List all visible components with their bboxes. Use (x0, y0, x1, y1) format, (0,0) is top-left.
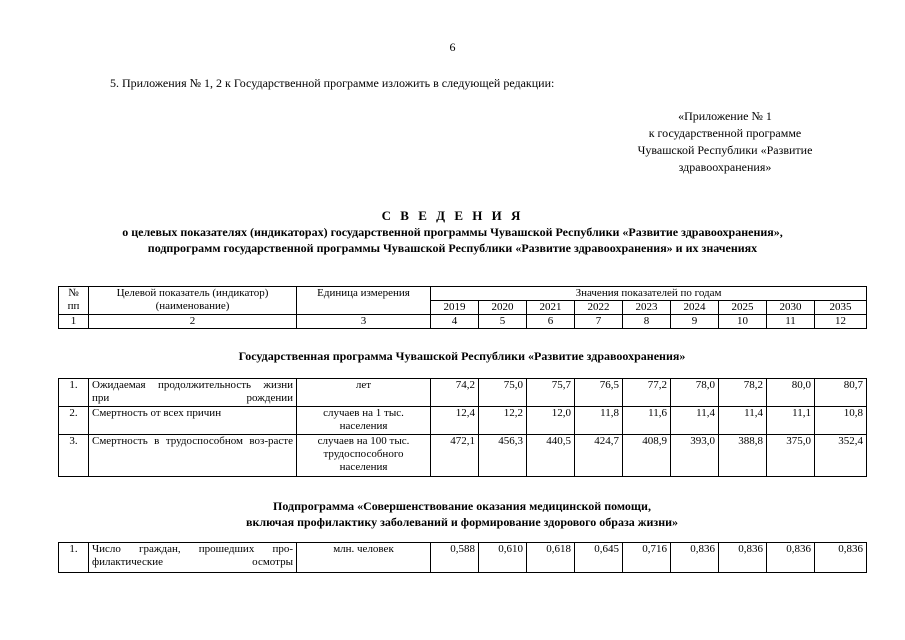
row-unit: случаев на 100 тыс. трудоспособного населения (297, 435, 431, 477)
row-value: 0,836 (815, 543, 867, 573)
row-indicator: Смертность от всех причин (89, 407, 297, 435)
row-value: 456,3 (479, 435, 527, 477)
row-value: 11,6 (623, 407, 671, 435)
table-row (59, 435, 867, 477)
row-num: 2. (59, 407, 89, 435)
header-year: 2035 (815, 301, 867, 315)
row-value: 11,1 (767, 407, 815, 435)
row-value: 408,9 (623, 435, 671, 477)
row-value: 0,618 (527, 543, 575, 573)
header-num: № пп (59, 287, 89, 315)
section-1-table (58, 378, 867, 477)
row-value: 80,7 (815, 379, 867, 407)
row-value: 0,716 (623, 543, 671, 573)
row-value: 76,5 (575, 379, 623, 407)
col-number: 10 (719, 315, 767, 329)
row-value: 12,0 (527, 407, 575, 435)
row-value: 12,4 (431, 407, 479, 435)
appendix-line-2: к государственной программе (648, 126, 802, 140)
section-2-table (58, 542, 867, 573)
row-value: 0,836 (719, 543, 767, 573)
col-number: 4 (431, 315, 479, 329)
page-number: 6 (449, 40, 456, 54)
row-value: 440,5 (527, 435, 575, 477)
row-value: 80,0 (767, 379, 815, 407)
row-indicator: Смертность в трудоспособном воз-расте (89, 435, 297, 477)
row-value: 11,4 (719, 407, 767, 435)
header-year: 2023 (623, 301, 671, 315)
table-row (59, 379, 867, 407)
row-unit: случаев на 1 тыс. населения (297, 407, 431, 435)
row-value: 12,2 (479, 407, 527, 435)
appendix-line-4: здравоохранения» (678, 160, 772, 174)
row-unit: млн. человек (297, 543, 431, 573)
row-value: 77,2 (623, 379, 671, 407)
header-year: 2030 (767, 301, 815, 315)
document-subtitle (40, 224, 865, 256)
col-number: 2 (89, 315, 297, 329)
appendix-line-1: «Приложение № 1 (678, 109, 772, 123)
col-number: 3 (297, 315, 431, 329)
row-value: 388,8 (719, 435, 767, 477)
table-row (59, 543, 867, 573)
col-number: 5 (479, 315, 527, 329)
section-2-title-line-2: включая профилактику заболеваний и формирование здорового образа жизни» (245, 515, 679, 529)
section-1-title: Государственная программа Чувашской Республики «Развитие здравоохранения» (238, 349, 686, 363)
row-value: 0,588 (431, 543, 479, 573)
indicators-table-header (58, 286, 867, 329)
table-row (59, 407, 867, 435)
header-year: 2025 (719, 301, 767, 315)
header-year: 2019 (431, 301, 479, 315)
row-value: 78,0 (671, 379, 719, 407)
col-number: 7 (575, 315, 623, 329)
row-indicator: Ожидаемая продолжительность жизни при рождении (89, 379, 297, 407)
section-2-title-line-1: Подпрограмма «Совершенствование оказания медицинской помощи, (273, 499, 651, 513)
row-value: 424,7 (575, 435, 623, 477)
header-year: 2021 (527, 301, 575, 315)
col-number: 9 (671, 315, 719, 329)
row-value: 375,0 (767, 435, 815, 477)
appendix-caption (600, 108, 850, 176)
header-indicator: Целевой показатель (индикатор) (наименование) (89, 287, 297, 315)
row-value: 11,4 (671, 407, 719, 435)
col-number: 1 (59, 315, 89, 329)
row-value: 0,610 (479, 543, 527, 573)
col-number: 11 (767, 315, 815, 329)
header-year: 2022 (575, 301, 623, 315)
appendix-line-3: Чувашской Республики «Развитие (637, 143, 813, 157)
row-value: 75,0 (479, 379, 527, 407)
row-value: 78,2 (719, 379, 767, 407)
section-2-title (58, 498, 866, 530)
row-value: 393,0 (671, 435, 719, 477)
row-value: 10,8 (815, 407, 867, 435)
row-value: 75,7 (527, 379, 575, 407)
header-values-by-year: Значения показателей по годам (431, 287, 867, 301)
col-number: 8 (623, 315, 671, 329)
row-num: 3. (59, 435, 89, 477)
col-number: 6 (527, 315, 575, 329)
row-value: 472,1 (431, 435, 479, 477)
subtitle-line-2: подпрограмм государственной программы Чувашской Республики «Развитие здравоохранения» и их значениях (147, 241, 758, 255)
row-value: 0,836 (671, 543, 719, 573)
subtitle-line-1: о целевых показателях (индикаторах) государственной программы Чувашской Республики «Развитие здравоохранения», (122, 225, 783, 239)
document-title: С В Е Д Е Н И Я (381, 208, 524, 223)
col-number: 12 (815, 315, 867, 329)
row-num: 1. (59, 379, 89, 407)
row-value: 11,8 (575, 407, 623, 435)
row-indicator: Число граждан, прошедших про-филактические осмотры (89, 543, 297, 573)
header-unit: Единица измерения (297, 287, 431, 315)
row-value: 0,645 (575, 543, 623, 573)
row-value: 0,836 (767, 543, 815, 573)
row-value: 74,2 (431, 379, 479, 407)
row-value: 352,4 (815, 435, 867, 477)
header-year: 2024 (671, 301, 719, 315)
intro-text: 5. Приложения № 1, 2 к Государственной программе изложить в следующей редакции: (110, 76, 555, 90)
row-num: 1. (59, 543, 89, 573)
row-unit: лет (297, 379, 431, 407)
header-year: 2020 (479, 301, 527, 315)
